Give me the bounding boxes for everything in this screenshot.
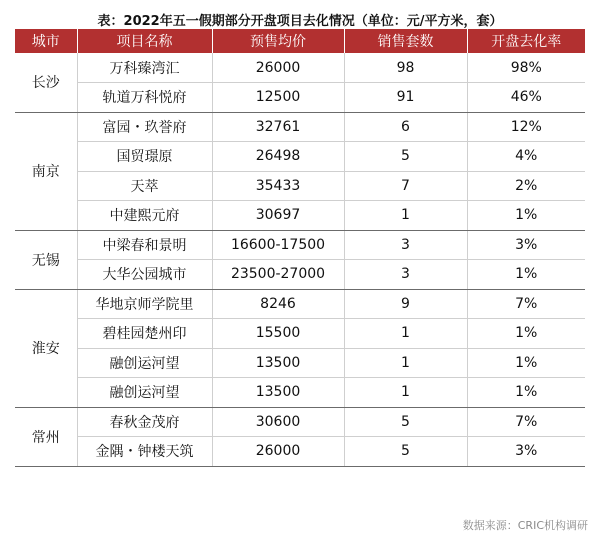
rate-cell: 7% <box>467 407 585 437</box>
header-rate: 开盘去化率 <box>467 29 585 53</box>
price-cell: 26000 <box>212 437 344 467</box>
sold-cell: 7 <box>344 171 467 201</box>
sold-cell: 5 <box>344 407 467 437</box>
source-note: 数据来源：CRIC机构调研 <box>462 519 588 532</box>
project-cell: 中梁春和景明 <box>77 230 212 260</box>
table-row <box>15 142 585 172</box>
table-row <box>15 171 585 201</box>
sold-cell: 1 <box>344 348 467 378</box>
rate-cell: 1% <box>467 201 585 231</box>
project-cell: 碧桂园楚州印 <box>77 319 212 349</box>
sold-cell: 5 <box>344 142 467 172</box>
table-row <box>15 407 585 437</box>
project-cell: 金隅・钟楼天筑 <box>77 437 212 467</box>
rate-cell: 1% <box>467 319 585 349</box>
rate-cell: 3% <box>467 437 585 467</box>
table-row <box>15 437 585 467</box>
rate-cell: 1% <box>467 348 585 378</box>
price-cell: 26498 <box>212 142 344 172</box>
project-cell: 融创运河望 <box>77 378 212 408</box>
project-cell: 万科臻湾汇 <box>77 53 212 83</box>
price-cell: 23500-27000 <box>212 260 344 290</box>
rate-cell: 4% <box>467 142 585 172</box>
table-body <box>15 53 585 466</box>
city-cell: 常州 <box>15 407 77 466</box>
header-project: 项目名称 <box>77 29 212 53</box>
rate-cell: 7% <box>467 289 585 319</box>
table-row <box>15 260 585 290</box>
sold-cell: 1 <box>344 378 467 408</box>
city-cell: 南京 <box>15 112 77 230</box>
price-cell: 13500 <box>212 348 344 378</box>
sold-cell: 3 <box>344 230 467 260</box>
rate-cell: 3% <box>467 230 585 260</box>
city-cell: 长沙 <box>15 53 77 112</box>
table-row <box>15 348 585 378</box>
table-row <box>15 112 585 142</box>
table-row <box>15 378 585 408</box>
price-cell: 12500 <box>212 83 344 113</box>
price-cell: 15500 <box>212 319 344 349</box>
rate-cell: 1% <box>467 260 585 290</box>
sold-cell: 98 <box>344 53 467 83</box>
project-cell: 中建熙元府 <box>77 201 212 231</box>
rate-cell: 12% <box>467 112 585 142</box>
project-cell: 轨道万科悦府 <box>77 83 212 113</box>
table-row <box>15 83 585 113</box>
sold-cell: 91 <box>344 83 467 113</box>
price-cell: 26000 <box>212 53 344 83</box>
price-cell: 16600-17500 <box>212 230 344 260</box>
rate-cell: 46% <box>467 83 585 113</box>
header-city: 城市 <box>15 29 77 53</box>
header-price: 预售均价 <box>212 29 344 53</box>
sold-cell: 3 <box>344 260 467 290</box>
sold-cell: 5 <box>344 437 467 467</box>
table-row <box>15 53 585 83</box>
price-cell: 35433 <box>212 171 344 201</box>
project-cell: 富园・玖誉府 <box>77 112 212 142</box>
table-header-row <box>15 29 585 53</box>
city-cell: 淮安 <box>15 289 77 407</box>
price-cell: 32761 <box>212 112 344 142</box>
sold-cell: 6 <box>344 112 467 142</box>
price-cell: 13500 <box>212 378 344 408</box>
sold-cell: 9 <box>344 289 467 319</box>
sales-table <box>15 29 585 467</box>
table-title: 表：2022年五一假期部分开盘项目去化情况（单位：元/平方米，套） <box>97 14 503 29</box>
table-row <box>15 201 585 231</box>
table-row <box>15 319 585 349</box>
sold-cell: 1 <box>344 319 467 349</box>
rate-cell: 98% <box>467 53 585 83</box>
table-row <box>15 289 585 319</box>
price-cell: 8246 <box>212 289 344 319</box>
project-cell: 春秋金茂府 <box>77 407 212 437</box>
project-cell: 大华公园城市 <box>77 260 212 290</box>
project-cell: 华地京师学院里 <box>77 289 212 319</box>
price-cell: 30600 <box>212 407 344 437</box>
table-row <box>15 230 585 260</box>
header-sold: 销售套数 <box>344 29 467 53</box>
rate-cell: 1% <box>467 378 585 408</box>
project-cell: 国贸璟原 <box>77 142 212 172</box>
rate-cell: 2% <box>467 171 585 201</box>
project-cell: 融创运河望 <box>77 348 212 378</box>
sold-cell: 1 <box>344 201 467 231</box>
price-cell: 30697 <box>212 201 344 231</box>
city-cell: 无锡 <box>15 230 77 289</box>
project-cell: 天萃 <box>77 171 212 201</box>
